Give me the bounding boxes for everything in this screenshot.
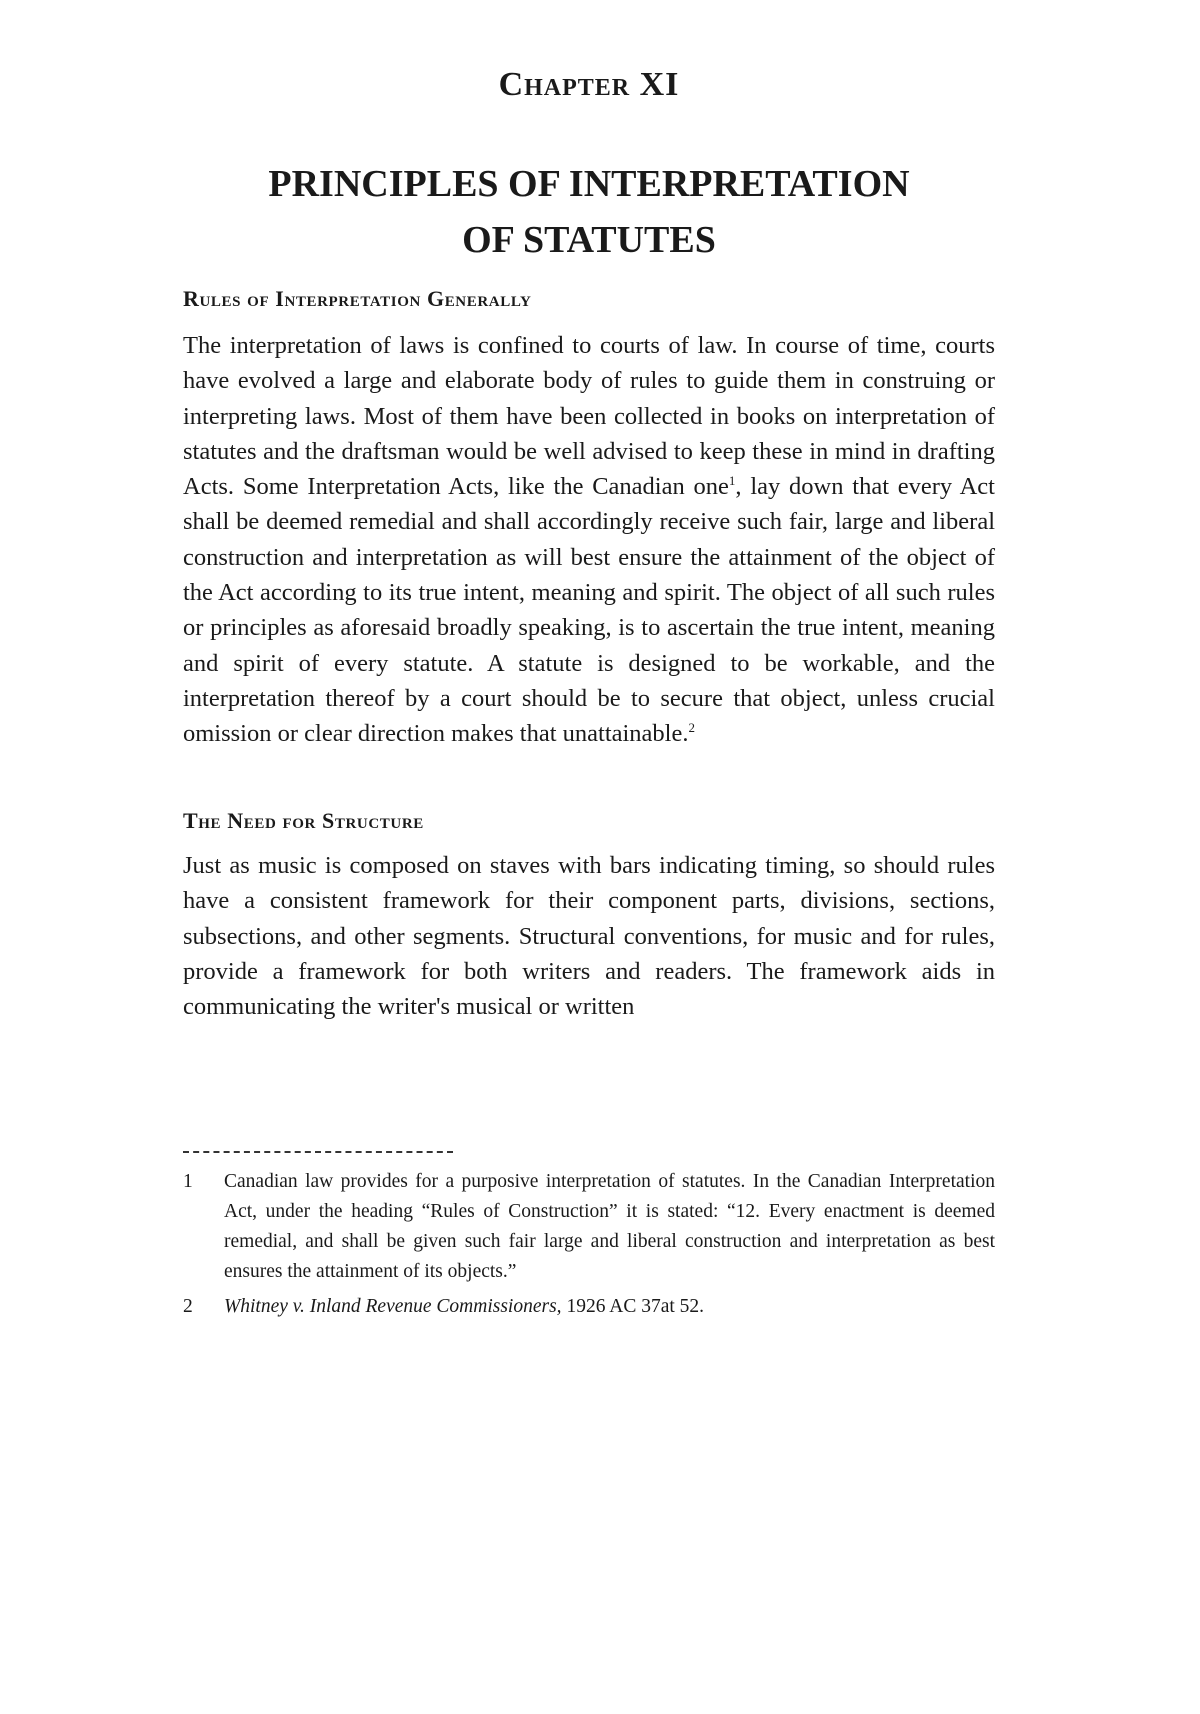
footnote-reference-1[interactable]: 1 <box>728 473 736 489</box>
footnote-1-text: Canadian law provides for a purposive interpretation of statutes. In the Canadian Interpretation Act, under the heading “Rules of Construction” it is stated: “12. Every enactment is deemed remedial, and shall be given such fair large and liberal construction and interpretation as best ensures the attainment of its objects.” <box>224 1171 995 1282</box>
footnote-2 <box>183 1292 995 1322</box>
chapter-title-line-2: OF STATUTES <box>462 219 716 261</box>
footnote-2-text <box>224 1292 995 1322</box>
section-heading-need-for-structure: The Need for Structure <box>183 808 424 833</box>
footnote-1 <box>183 1167 995 1287</box>
paragraph-text-part-2: , lay down that every Act shall be deemed remedial and shall accordingly receive such fair, large and liberal construction and interpretation as will best ensure the attainment of the object of the Act according to its true intent, meaning and spirit. The object of all such rules or principles as aforesaid broadly speaking, is to ascertain the true intent, meaning and spirit of every statute. A statute is designed to be workable, and the interpretation thereof by a court should be to secure that object, unless crucial omission or clear direction makes that unattainable. <box>183 473 995 748</box>
paragraph-text-part-1: The interpretation of laws is confined to courts of law. In course of time, courts have evolved a large and elaborate body of rules to guide them in construing or interpreting laws. Most of them have been collected in books on interpretation of statutes and the draftsman would be well advised to keep these in mind in drafting Acts. Some Interpretation Acts, like the Canadian one <box>183 332 995 501</box>
footnote-2-case-name: Whitney v. Inland Revenue Commissioners, <box>224 1296 562 1317</box>
footnote-separator <box>183 1151 453 1153</box>
chapter-label: Chapter XI <box>498 66 680 103</box>
chapter-title-line-1: PRINCIPLES OF INTERPRETATION <box>268 163 910 205</box>
footnote-2-number: 2 <box>183 1296 193 1317</box>
footnote-1-number: 1 <box>183 1171 193 1192</box>
footnote-reference-2[interactable]: 2 <box>688 720 695 736</box>
paragraph-rules-of-interpretation <box>183 328 995 752</box>
chapter-title <box>183 156 995 268</box>
section-heading-rules-of-interpretation: Rules of Interpretation Generally <box>183 286 532 311</box>
footnote-2-citation: 1926 AC 37at 52. <box>561 1296 705 1317</box>
paragraph-need-for-structure: Just as music is composed on staves with bars indicating timing, so should rules have a consistent framework for their component parts, divisions, sections, subsections, and other segments. Structural conventions, for music and for rules, provide a framework for both writers and readers. The framework aids in communicating the writer's musical or written <box>183 852 995 1021</box>
